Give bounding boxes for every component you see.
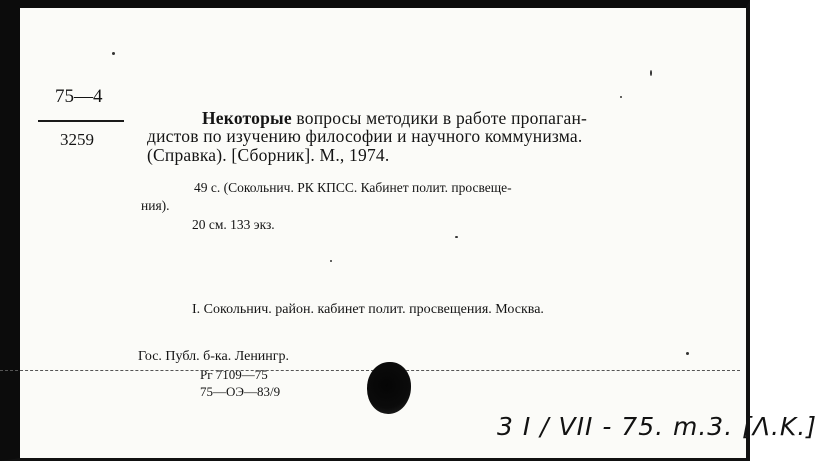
handwritten-note: 3 I / VII - 75. m.3. [Λ.Κ.]	[497, 412, 817, 441]
entry-line-3: (Справка). [Сборник]. М., 1974.	[147, 145, 390, 165]
entry-line-1-rest: вопросы методики в работе пропаган-	[291, 108, 588, 128]
shelfmark-bottom: 3259	[60, 130, 94, 149]
speck	[455, 236, 458, 238]
shelfmark-top: 75—4	[55, 86, 103, 107]
entry-line-2: дистов по изучению философии и научного коммунизма.	[147, 126, 583, 146]
speck	[112, 52, 115, 55]
library-line-1: Гос. Публ. б-ка. Ленингр.	[138, 349, 290, 364]
shelfmark-divider	[38, 120, 124, 122]
speck	[686, 352, 689, 355]
library-line-2: Рг 7109—75	[200, 367, 268, 382]
perforation-line	[0, 370, 740, 371]
speck	[620, 96, 622, 98]
collation-line-1: 49 с. (Сокольнич. РК КПСС. Кабинет полит. просвеще-	[194, 180, 512, 195]
library-line-3: 75—ОЭ—83/9	[200, 384, 281, 399]
subject-tracing: I. Сокольнич. район. кабинет полит. просвещения. Москва.	[192, 302, 544, 317]
speck	[330, 260, 332, 262]
entry-title-lead: Некоторые	[202, 108, 292, 128]
collation-line-3: 20 см. 133 экз.	[192, 217, 275, 232]
speck	[650, 70, 652, 76]
collation-line-2: ния).	[141, 198, 170, 213]
